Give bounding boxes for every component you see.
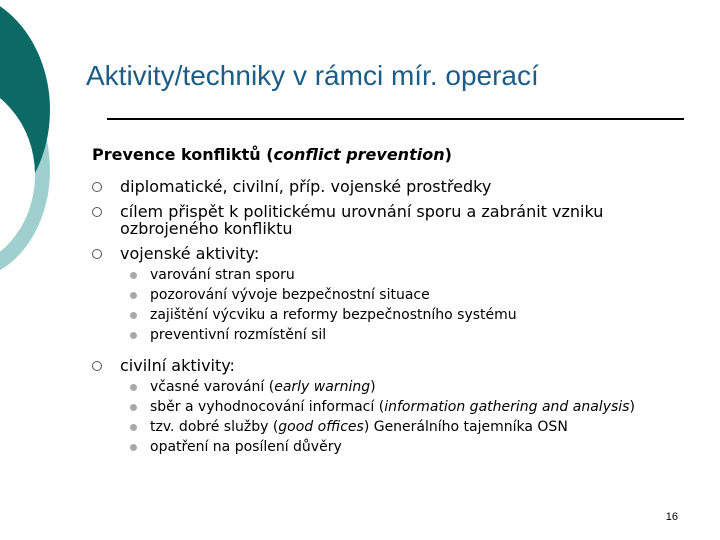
bullet-item	[92, 357, 692, 455]
sub-bullet-italic: information gathering and analysis	[384, 399, 630, 415]
title-divider	[107, 118, 684, 120]
sub-bullet-text: ) Generálního tajemníka OSN	[363, 419, 568, 435]
bullet-text: cílem přispět k politickému urovnání sporu a zabránit vzniku ozbrojeného konfliktu	[120, 202, 604, 238]
subtitle-suffix: )	[444, 145, 452, 164]
sub-bullet-text: )	[629, 399, 635, 415]
bullet-text: diplomatické, civilní, příp. vojenské prostředky	[120, 177, 492, 196]
sub-bullet-text: tzv. dobré služby (	[150, 419, 279, 435]
bullet-list	[92, 178, 692, 469]
sub-bullet-list	[120, 268, 692, 343]
slide-title: Aktivity/techniky v rámci mír. operací	[86, 60, 539, 91]
sub-bullet-text: pozorování vývoje bezpečnostní situace	[150, 287, 430, 303]
sub-bullet-text: sběr a vyhodnocování informací (	[150, 399, 385, 415]
sub-bullet-text: zajištění výcviku a reformy bezpečnostního systému	[150, 307, 517, 323]
sub-bullet-item	[120, 268, 692, 283]
dot-bullet-icon	[130, 424, 137, 431]
ring-bullet-icon	[92, 182, 102, 192]
bullet-item	[92, 178, 692, 195]
sub-bullet-text: včasné varování (	[150, 379, 275, 395]
dot-bullet-icon	[130, 312, 137, 319]
dot-bullet-icon	[130, 272, 137, 279]
dot-bullet-icon	[130, 332, 137, 339]
sub-bullet-italic: early warning	[274, 379, 371, 395]
sub-bullet-item	[120, 440, 692, 455]
sub-bullet-item	[120, 288, 692, 303]
dot-bullet-icon	[130, 384, 137, 391]
sub-bullet-italic: good offices	[278, 419, 364, 435]
bullet-text: vojenské aktivity:	[120, 244, 260, 263]
sub-bullet-list	[120, 380, 692, 455]
sub-bullet-text: preventivní rozmístění sil	[150, 327, 327, 343]
subtitle-italic: conflict prevention	[273, 145, 445, 164]
dot-bullet-icon	[130, 404, 137, 411]
subtitle-prefix: Prevence konfliktů (	[92, 145, 274, 164]
page-number: 16	[665, 511, 678, 523]
sub-bullet-item	[120, 328, 692, 343]
bullet-text: civilní aktivity:	[120, 356, 235, 375]
ring-bullet-icon	[92, 361, 102, 371]
bullet-item	[92, 203, 692, 237]
ring-bullet-icon	[92, 249, 102, 259]
dot-bullet-icon	[130, 292, 137, 299]
sub-bullet-item	[120, 308, 692, 323]
dot-bullet-icon	[130, 444, 137, 451]
sub-bullet-item	[120, 400, 692, 415]
sub-bullet-item	[120, 420, 692, 435]
sub-bullet-text: opatření na posílení důvěry	[150, 439, 342, 455]
sub-bullet-item	[120, 380, 692, 395]
sub-bullet-text: )	[370, 379, 376, 395]
sub-bullet-text: varování stran sporu	[150, 267, 295, 283]
ring-bullet-icon	[92, 207, 102, 217]
slide-subtitle	[92, 145, 452, 164]
decorative-circles	[0, 0, 80, 290]
bullet-item	[92, 245, 692, 343]
